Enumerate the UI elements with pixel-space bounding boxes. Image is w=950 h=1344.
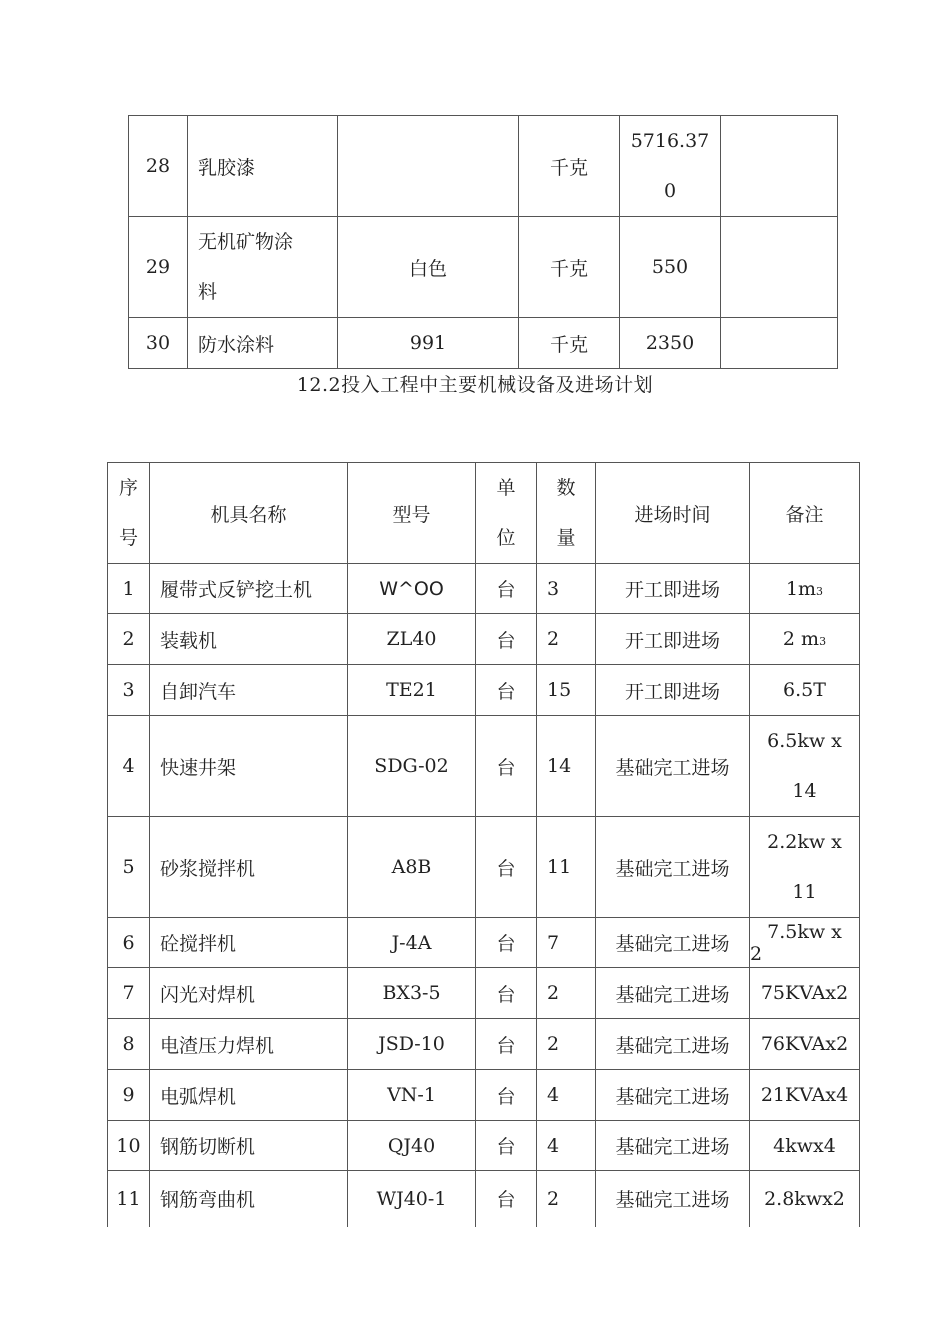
equipment-name: 装载机 xyxy=(150,614,348,665)
header-qty-line-1: 数 xyxy=(556,477,576,499)
equipment-note: 76KVAx2 xyxy=(750,1019,860,1070)
equipment-name: 钢筋切断机 xyxy=(150,1121,348,1171)
table-row xyxy=(108,614,860,665)
row-number: 7 xyxy=(108,968,150,1019)
material-note xyxy=(721,116,838,217)
header-qty xyxy=(537,463,596,564)
equipment-name: 钢筋弯曲机 xyxy=(150,1171,348,1227)
row-number: 29 xyxy=(129,217,188,318)
equipment-qty: 4 xyxy=(537,1070,596,1121)
equipment-unit: 台 xyxy=(476,1019,537,1070)
note-line-1: 2.2kw x xyxy=(767,831,842,853)
equipment-unit: 台 xyxy=(476,1121,537,1171)
material-name: 乳胶漆 xyxy=(188,116,338,217)
row-number: 1 xyxy=(108,564,150,614)
equipment-qty: 2 xyxy=(537,1171,596,1227)
row-number: 5 xyxy=(108,817,150,918)
table-row xyxy=(108,564,860,614)
table-row xyxy=(108,1171,860,1227)
equipment-qty: 3 xyxy=(537,564,596,614)
equipment-name: 电渣压力焊机 xyxy=(150,1019,348,1070)
table-row xyxy=(108,1070,860,1121)
name-line-1: 无机矿物涂 xyxy=(198,231,294,253)
note-subscript: 3 xyxy=(819,635,827,648)
equipment-model: TE21 xyxy=(348,665,476,716)
header-unit-line-2: 位 xyxy=(496,527,516,549)
equipment-name: 砂浆搅拌机 xyxy=(150,817,348,918)
row-number: 4 xyxy=(108,716,150,817)
header-row xyxy=(108,463,860,564)
entry-time: 开工即进场 xyxy=(596,564,750,614)
row-number: 30 xyxy=(129,318,188,369)
header-unit xyxy=(476,463,537,564)
equipment-note xyxy=(750,564,860,614)
equipment-qty: 2 xyxy=(537,1019,596,1070)
header-time: 进场时间 xyxy=(596,463,750,564)
equipment-unit: 台 xyxy=(476,1070,537,1121)
table-row xyxy=(129,318,838,369)
note-line-2: 11 xyxy=(792,881,817,903)
table-row xyxy=(108,1019,860,1070)
equipment-model: QJ40 xyxy=(348,1121,476,1171)
entry-time: 基础完工进场 xyxy=(596,918,750,968)
entry-time: 开工即进场 xyxy=(596,665,750,716)
equipment-unit: 台 xyxy=(476,614,537,665)
equipment-qty: 15 xyxy=(537,665,596,716)
material-name: 防水涂料 xyxy=(188,318,338,369)
row-number: 3 xyxy=(108,665,150,716)
row-number: 10 xyxy=(108,1121,150,1171)
equipment-table xyxy=(107,462,860,1227)
equipment-note xyxy=(750,817,860,918)
row-number: 8 xyxy=(108,1019,150,1070)
equipment-note: 2.8kwx2 xyxy=(750,1171,860,1227)
material-qty xyxy=(620,116,721,217)
entry-time: 基础完工进场 xyxy=(596,1019,750,1070)
qty-line-1: 5716.37 xyxy=(630,130,710,152)
equipment-name: 履带式反铲挖土机 xyxy=(150,564,348,614)
note-subscript: 3 xyxy=(816,584,824,598)
note-line-1: 6.5kw x xyxy=(767,730,842,752)
table-row xyxy=(108,716,860,817)
equipment-name: 砼搅拌机 xyxy=(150,918,348,968)
material-name xyxy=(188,217,338,318)
material-spec: 白色 xyxy=(338,217,519,318)
equipment-unit: 台 xyxy=(476,817,537,918)
row-number: 6 xyxy=(108,918,150,968)
equipment-qty: 11 xyxy=(537,817,596,918)
equipment-note xyxy=(750,614,860,665)
equipment-model: J-4A xyxy=(348,918,476,968)
table-row xyxy=(108,968,860,1019)
equipment-model: W^OO xyxy=(348,564,476,614)
entry-time: 基础完工进场 xyxy=(596,817,750,918)
header-qty-line-2: 量 xyxy=(556,527,576,549)
equipment-note: 75KVAx2 xyxy=(750,968,860,1019)
header-name: 机具名称 xyxy=(150,463,348,564)
entry-time: 基础完工进场 xyxy=(596,1171,750,1227)
table-row xyxy=(129,217,838,318)
header-no-line-2: 号 xyxy=(118,527,138,549)
table-row xyxy=(108,665,860,716)
table-row xyxy=(108,918,860,968)
entry-time: 基础完工进场 xyxy=(596,1121,750,1171)
equipment-note: 6.5T xyxy=(750,665,860,716)
equipment-model: ZL40 xyxy=(348,614,476,665)
name-line-2: 料 xyxy=(198,281,218,303)
equipment-unit: 台 xyxy=(476,564,537,614)
equipment-qty: 4 xyxy=(537,1121,596,1171)
equipment-name: 快速井架 xyxy=(150,716,348,817)
material-note xyxy=(721,318,838,369)
note-main: 1m xyxy=(785,577,817,600)
equipment-model: VN-1 xyxy=(348,1070,476,1121)
equipment-model: JSD-10 xyxy=(348,1019,476,1070)
equipment-unit: 台 xyxy=(476,716,537,817)
note-line-2: 2 xyxy=(750,942,763,965)
row-number: 28 xyxy=(129,116,188,217)
equipment-note xyxy=(750,716,860,817)
header-model: 型号 xyxy=(348,463,476,564)
entry-time: 基础完工进场 xyxy=(596,716,750,817)
material-spec xyxy=(338,116,519,217)
equipment-model: A8B xyxy=(348,817,476,918)
equipment-name: 自卸汽车 xyxy=(150,665,348,716)
equipment-name: 电弧焊机 xyxy=(150,1070,348,1121)
note-line-2: 14 xyxy=(792,780,817,802)
material-unit: 千克 xyxy=(519,116,620,217)
row-number: 2 xyxy=(108,614,150,665)
note-line-1: 7.5kw x xyxy=(767,920,842,943)
table-row xyxy=(129,116,838,217)
material-note xyxy=(721,217,838,318)
header-unit-line-1: 单 xyxy=(496,477,516,499)
equipment-note: 4kwx4 xyxy=(750,1121,860,1171)
material-spec: 991 xyxy=(338,318,519,369)
equipment-qty: 7 xyxy=(537,918,596,968)
equipment-unit: 台 xyxy=(476,918,537,968)
equipment-model: WJ40-1 xyxy=(348,1171,476,1227)
equipment-unit: 台 xyxy=(476,1171,537,1227)
header-note: 备注 xyxy=(750,463,860,564)
equipment-note: 21KVAx4 xyxy=(750,1070,860,1121)
equipment-name: 闪光对焊机 xyxy=(150,968,348,1019)
equipment-unit: 台 xyxy=(476,968,537,1019)
row-number: 9 xyxy=(108,1070,150,1121)
material-unit: 千克 xyxy=(519,217,620,318)
equipment-model: SDG-02 xyxy=(348,716,476,817)
equipment-qty: 14 xyxy=(537,716,596,817)
material-qty: 550 xyxy=(620,217,721,318)
entry-time: 基础完工进场 xyxy=(596,1070,750,1121)
qty-line-2: 0 xyxy=(663,180,677,202)
table-row xyxy=(108,1121,860,1171)
equipment-note xyxy=(750,918,860,968)
material-qty: 2350 xyxy=(620,318,721,369)
header-no xyxy=(108,463,150,564)
equipment-qty: 2 xyxy=(537,614,596,665)
section-heading: 12.2投入工程中主要机械设备及进场计划 xyxy=(296,374,654,396)
header-no-line-1: 序 xyxy=(118,477,138,499)
materials-table xyxy=(128,115,838,369)
row-number: 11 xyxy=(108,1171,150,1227)
note-main: 2 m xyxy=(782,628,820,650)
equipment-model: BX3-5 xyxy=(348,968,476,1019)
equipment-unit: 台 xyxy=(476,665,537,716)
entry-time: 基础完工进场 xyxy=(596,968,750,1019)
material-unit: 千克 xyxy=(519,318,620,369)
entry-time: 开工即进场 xyxy=(596,614,750,665)
equipment-qty: 2 xyxy=(537,968,596,1019)
table-row xyxy=(108,817,860,918)
